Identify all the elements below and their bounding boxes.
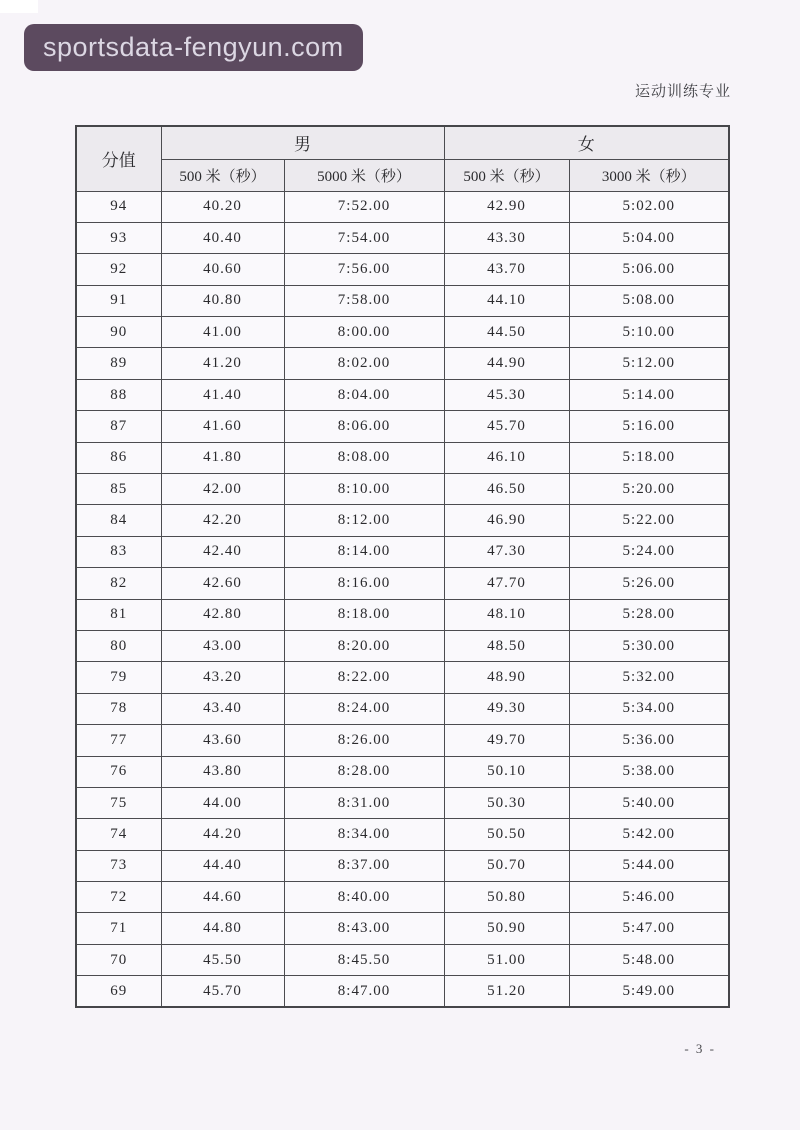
f500-cell: 44.10 <box>444 285 569 316</box>
score-cell: 81 <box>76 599 161 630</box>
table-row <box>76 787 729 818</box>
f500-cell: 46.50 <box>444 474 569 505</box>
f3000-cell: 5:12.00 <box>569 348 729 379</box>
f3000-cell: 5:10.00 <box>569 317 729 348</box>
m5000-cell: 8:31.00 <box>284 787 444 818</box>
f3000-cell: 5:46.00 <box>569 882 729 913</box>
score-cell: 89 <box>76 348 161 379</box>
m5000-cell: 8:24.00 <box>284 693 444 724</box>
m500-cell: 42.00 <box>161 474 284 505</box>
page-number: - 3 - <box>684 1041 716 1056</box>
m500-cell: 40.20 <box>161 191 284 222</box>
m500-cell: 44.20 <box>161 819 284 850</box>
table-row <box>76 662 729 693</box>
m5000-cell: 8:14.00 <box>284 536 444 567</box>
f500-cell: 42.90 <box>444 191 569 222</box>
m500-cell: 41.60 <box>161 411 284 442</box>
score-cell: 72 <box>76 882 161 913</box>
score-cell: 94 <box>76 191 161 222</box>
f3000-cell: 5:32.00 <box>569 662 729 693</box>
score-cell: 73 <box>76 850 161 881</box>
f3000-cell: 5:34.00 <box>569 693 729 724</box>
f500-cell: 44.50 <box>444 317 569 348</box>
table-row <box>76 191 729 222</box>
m5000-cell: 8:45.50 <box>284 944 444 975</box>
table-row <box>76 882 729 913</box>
score-cell: 70 <box>76 944 161 975</box>
m5000-cell: 8:04.00 <box>284 379 444 410</box>
male-500m-header: 500 米（秒） <box>161 159 284 191</box>
sub-header-row <box>76 159 729 191</box>
f3000-cell: 5:08.00 <box>569 285 729 316</box>
m500-cell: 43.20 <box>161 662 284 693</box>
m5000-cell: 8:40.00 <box>284 882 444 913</box>
watermark-label: sportsdata-fengyun.com <box>43 32 344 62</box>
score-cell: 76 <box>76 756 161 787</box>
m5000-cell: 8:00.00 <box>284 317 444 348</box>
table-row <box>76 725 729 756</box>
m500-cell: 42.40 <box>161 536 284 567</box>
table-row <box>76 536 729 567</box>
table-row <box>76 348 729 379</box>
m500-cell: 45.70 <box>161 976 284 1007</box>
f3000-cell: 5:28.00 <box>569 599 729 630</box>
f3000-cell: 5:38.00 <box>569 756 729 787</box>
f500-cell: 50.70 <box>444 850 569 881</box>
female-3000m-header: 3000 米（秒） <box>569 159 729 191</box>
score-cell: 85 <box>76 474 161 505</box>
m5000-cell: 8:26.00 <box>284 725 444 756</box>
f3000-cell: 5:26.00 <box>569 568 729 599</box>
m500-cell: 40.60 <box>161 254 284 285</box>
table-row <box>76 944 729 975</box>
f500-cell: 47.70 <box>444 568 569 599</box>
table-row <box>76 693 729 724</box>
f3000-cell: 5:49.00 <box>569 976 729 1007</box>
score-cell: 93 <box>76 222 161 253</box>
table-row <box>76 756 729 787</box>
f500-cell: 46.10 <box>444 442 569 473</box>
table-row <box>76 411 729 442</box>
score-cell: 92 <box>76 254 161 285</box>
m5000-cell: 7:58.00 <box>284 285 444 316</box>
m500-cell: 41.20 <box>161 348 284 379</box>
score-cell: 91 <box>76 285 161 316</box>
male-group-header: 男 <box>161 126 444 159</box>
table-row <box>76 254 729 285</box>
f500-cell: 50.10 <box>444 756 569 787</box>
table-row <box>76 630 729 661</box>
f500-cell: 50.80 <box>444 882 569 913</box>
m500-cell: 41.40 <box>161 379 284 410</box>
m500-cell: 44.80 <box>161 913 284 944</box>
m5000-cell: 8:18.00 <box>284 599 444 630</box>
f3000-cell: 5:04.00 <box>569 222 729 253</box>
f500-cell: 48.10 <box>444 599 569 630</box>
table-row <box>76 819 729 850</box>
f500-cell: 49.70 <box>444 725 569 756</box>
table-row <box>76 285 729 316</box>
score-cell: 74 <box>76 819 161 850</box>
f3000-cell: 5:20.00 <box>569 474 729 505</box>
f500-cell: 50.50 <box>444 819 569 850</box>
score-cell: 88 <box>76 379 161 410</box>
score-cell: 77 <box>76 725 161 756</box>
m5000-cell: 8:02.00 <box>284 348 444 379</box>
f500-cell: 46.90 <box>444 505 569 536</box>
f500-cell: 48.50 <box>444 630 569 661</box>
f500-cell: 45.30 <box>444 379 569 410</box>
score-cell: 71 <box>76 913 161 944</box>
f3000-cell: 5:47.00 <box>569 913 729 944</box>
f3000-cell: 5:22.00 <box>569 505 729 536</box>
f3000-cell: 5:42.00 <box>569 819 729 850</box>
table-row <box>76 568 729 599</box>
m500-cell: 42.80 <box>161 599 284 630</box>
f3000-cell: 5:06.00 <box>569 254 729 285</box>
f500-cell: 43.30 <box>444 222 569 253</box>
f3000-cell: 5:02.00 <box>569 191 729 222</box>
f3000-cell: 5:30.00 <box>569 630 729 661</box>
f3000-cell: 5:16.00 <box>569 411 729 442</box>
m500-cell: 42.60 <box>161 568 284 599</box>
f500-cell: 43.70 <box>444 254 569 285</box>
score-table <box>75 125 730 1008</box>
m5000-cell: 7:54.00 <box>284 222 444 253</box>
m500-cell: 44.40 <box>161 850 284 881</box>
f500-cell: 51.20 <box>444 976 569 1007</box>
m5000-cell: 8:28.00 <box>284 756 444 787</box>
f3000-cell: 5:24.00 <box>569 536 729 567</box>
f3000-cell: 5:14.00 <box>569 379 729 410</box>
m500-cell: 41.00 <box>161 317 284 348</box>
corner-white-rect <box>0 0 38 13</box>
m5000-cell: 8:22.00 <box>284 662 444 693</box>
m5000-cell: 8:37.00 <box>284 850 444 881</box>
m5000-cell: 8:47.00 <box>284 976 444 1007</box>
table-row <box>76 850 729 881</box>
female-group-header: 女 <box>444 126 729 159</box>
female-500m-header: 500 米（秒） <box>444 159 569 191</box>
m5000-cell: 8:08.00 <box>284 442 444 473</box>
table-row <box>76 442 729 473</box>
score-cell: 79 <box>76 662 161 693</box>
m500-cell: 40.80 <box>161 285 284 316</box>
score-cell: 82 <box>76 568 161 599</box>
f500-cell: 49.30 <box>444 693 569 724</box>
score-cell: 80 <box>76 630 161 661</box>
m500-cell: 44.60 <box>161 882 284 913</box>
m500-cell: 43.60 <box>161 725 284 756</box>
f3000-cell: 5:44.00 <box>569 850 729 881</box>
m5000-cell: 7:56.00 <box>284 254 444 285</box>
score-cell: 78 <box>76 693 161 724</box>
f500-cell: 47.30 <box>444 536 569 567</box>
score-table-header <box>76 126 729 191</box>
m500-cell: 40.40 <box>161 222 284 253</box>
table-row <box>76 976 729 1007</box>
m500-cell: 43.00 <box>161 630 284 661</box>
score-table-body <box>76 191 729 1007</box>
f3000-cell: 5:36.00 <box>569 725 729 756</box>
m500-cell: 43.40 <box>161 693 284 724</box>
score-cell: 84 <box>76 505 161 536</box>
m5000-cell: 8:06.00 <box>284 411 444 442</box>
table-row <box>76 505 729 536</box>
f500-cell: 44.90 <box>444 348 569 379</box>
m5000-cell: 7:52.00 <box>284 191 444 222</box>
score-cell: 90 <box>76 317 161 348</box>
score-cell: 86 <box>76 442 161 473</box>
m5000-cell: 8:43.00 <box>284 913 444 944</box>
f3000-cell: 5:48.00 <box>569 944 729 975</box>
m500-cell: 43.80 <box>161 756 284 787</box>
watermark-badge <box>24 24 363 71</box>
f3000-cell: 5:40.00 <box>569 787 729 818</box>
f3000-cell: 5:18.00 <box>569 442 729 473</box>
m500-cell: 45.50 <box>161 944 284 975</box>
group-header-row <box>76 126 729 159</box>
m5000-cell: 8:34.00 <box>284 819 444 850</box>
score-cell: 69 <box>76 976 161 1007</box>
f500-cell: 50.90 <box>444 913 569 944</box>
table-row <box>76 474 729 505</box>
f500-cell: 48.90 <box>444 662 569 693</box>
score-cell: 83 <box>76 536 161 567</box>
m500-cell: 42.20 <box>161 505 284 536</box>
f500-cell: 51.00 <box>444 944 569 975</box>
document-category-label: 运动训练专业 <box>634 84 731 100</box>
table-row <box>76 379 729 410</box>
m500-cell: 41.80 <box>161 442 284 473</box>
score-cell: 75 <box>76 787 161 818</box>
score-column-header: 分值 <box>76 126 161 191</box>
table-row <box>76 599 729 630</box>
m5000-cell: 8:10.00 <box>284 474 444 505</box>
table-row <box>76 222 729 253</box>
male-5000m-header: 5000 米（秒） <box>284 159 444 191</box>
table-row <box>76 913 729 944</box>
f500-cell: 50.30 <box>444 787 569 818</box>
score-cell: 87 <box>76 411 161 442</box>
f500-cell: 45.70 <box>444 411 569 442</box>
table-row <box>76 317 729 348</box>
m5000-cell: 8:20.00 <box>284 630 444 661</box>
m500-cell: 44.00 <box>161 787 284 818</box>
m5000-cell: 8:16.00 <box>284 568 444 599</box>
m5000-cell: 8:12.00 <box>284 505 444 536</box>
